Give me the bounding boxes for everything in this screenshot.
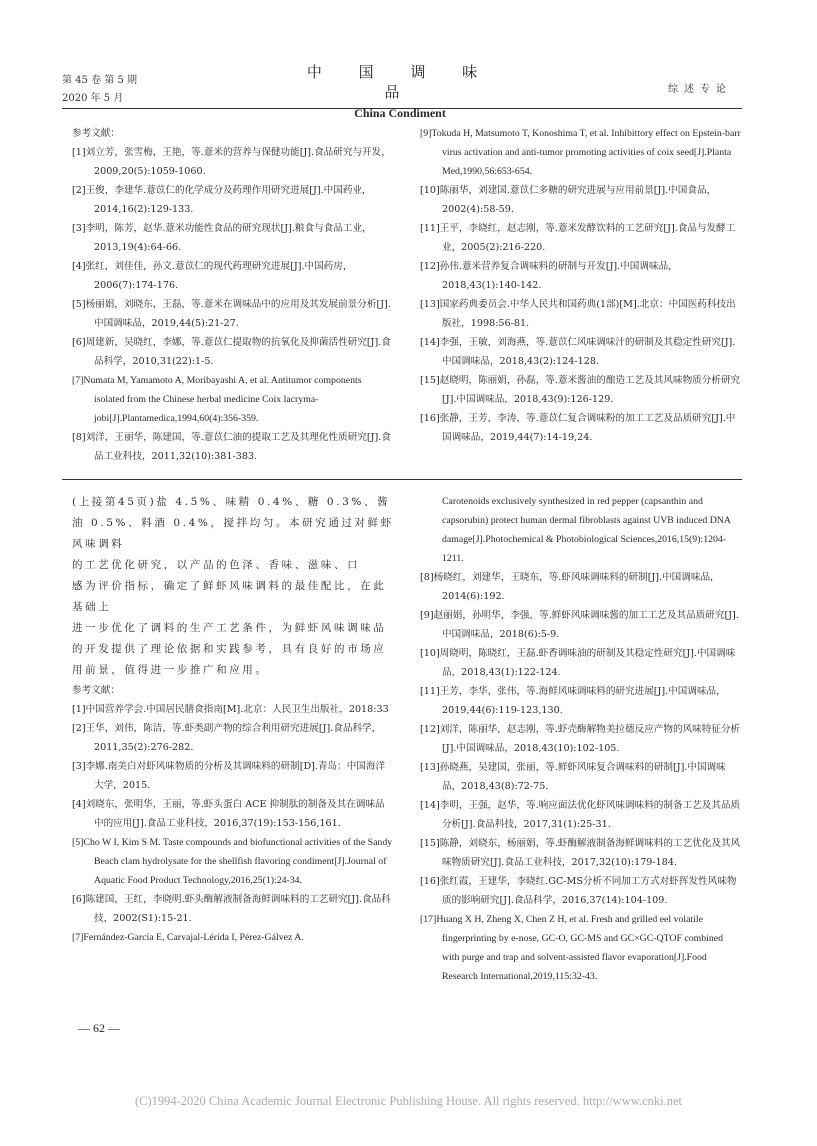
reference-item: [7]Numata M, Yamamoto A, Moribayashi A, et al. Antitumor components isolated from the Chinese herbal medicine Coix lacryma-jobi[J].Plantamedica,1994,60(4):356-359. bbox=[72, 375, 362, 424]
body-line: 的工艺优化研究，以产品的色泽、香味、滋味、口 bbox=[72, 559, 361, 571]
journal-title bbox=[300, 62, 500, 122]
reference-item: [5]杨丽娟，刘晓东，王磊，等.薏米在调味品中的应用及其发展前景分析[J].中国调味品，2019,44(5):21-27. bbox=[72, 299, 391, 329]
body-line: 进一步优化了调料的生产工艺条件，为鲜虾风味调味品 bbox=[72, 622, 387, 634]
article-conclusion bbox=[72, 492, 394, 681]
reference-item: [2]王华，刘伟，陈洁，等.虾类副产物的综合利用研究进展[J].食品科学，2011,35(2):276-282. bbox=[72, 723, 382, 753]
copyright-footer: (C)1994-2020 China Academic Journal Electronic Publishing House. All rights reserved. http://www.cnki.net bbox=[134, 1094, 682, 1108]
body-line: 的开发提供了理论依据和实践参考，具有良好的市场应 bbox=[72, 643, 387, 655]
reference-item: [5]Cho W I, Kim S M. Taste compounds and biofunctional activities of the Sandy Beach clam hydrolysate for the shellfish flavoring condiment[J].Journal of Aquatic Food Product Technology,2016,25(1):24-34. bbox=[72, 837, 393, 886]
reference-item: [3]李娜.南美白对虾风味物质的分析及其调味料的研制[D].青岛：中国海洋大学，2015. bbox=[72, 761, 386, 791]
reference-item: [9]Tokuda H, Matsumoto T, Konoshima T, et al. Inhibittory effect on Epstein-barr virus activation and anti-tumor promoting activities of coix seed[J].Planta Med,1990,56:653-654. bbox=[420, 128, 741, 177]
reference-continuation: Carotenoids exclusively synthesized in red pepper (capsanthin and capsorubin) protect human dermal fibroblasts against UVB induced DNA damage[J].Photochemical & Photobiological Sciences,2016,15(9):1204-1211. bbox=[442, 496, 731, 564]
section-label: 综述专论 bbox=[668, 84, 732, 95]
reference-item: [15]赵晓明，陈丽娟，孙磊，等.薏米酱油的酿造工艺及其风味物质分析研究[J].中国调味品，2018,43(9):126-129. bbox=[420, 375, 741, 405]
reference-item: [11]王平，李晓红，赵志刚，等.薏米发酵饮料的工艺研究[J].食品与发酵工业，2005(2):216-220. bbox=[420, 223, 736, 253]
reference-item: [10]陈丽华，刘建国.薏苡仁多糖的研究进展与应用前景[J].中国食品，2002(4):58-59. bbox=[420, 185, 717, 215]
references-heading: 参考文献： bbox=[72, 128, 120, 139]
reference-item: [12]刘洋，陈丽华，赵志刚，等.虾壳酶解物美拉德反应产物的风味特征分析[J].中国调味品，2018,43(10):102-105. bbox=[420, 724, 741, 754]
reference-item: [8]刘洋，王丽华，陈建国，等.薏苡仁油的提取工艺及其理化性质研究[J].食品工业科技，2011,32(10):381-383. bbox=[72, 432, 391, 462]
reference-item: [16]张红霞，王建华，李晓红.GC-MS分析不同加工方式对虾挥发性风味物质的影响研究[J].食品科学，2016,37(14):104-109. bbox=[420, 876, 737, 906]
reference-item: [13]孙晓燕，吴建国，张丽，等.鲜虾风味复合调味料的研制[J].中国调味品，2018,43(8):72-75. bbox=[420, 762, 726, 792]
reference-item: [11]王芳，李华，张伟，等.海鲜风味调味料的研究进展[J].中国调味品，2019,44(6):119-123,130. bbox=[420, 686, 726, 716]
reference-item: [8]杨晓红，刘建华，王晓东，等.虾风味调味料的研制[J].中国调味品，2014(6):192. bbox=[420, 572, 720, 602]
bottom-right-references bbox=[420, 492, 742, 986]
reference-item: [7]Fernández-García E, Carvajal-Lérida I, Pérez-Gálvez A. bbox=[72, 932, 304, 943]
body-line: 用前景，值得进一步推广和应用。 bbox=[72, 664, 269, 676]
top-left-references bbox=[72, 124, 394, 466]
reference-item: [4]张红，刘佳佳，孙文.薏苡仁的现代药理研究进展[J].中国药房，2006(7):174-176. bbox=[72, 261, 353, 291]
reference-item: [6]周建新，吴晓红，李娜，等.薏苡仁提取物的抗氧化及抑菌活性研究[J].食品科学，2010,31(22):1-5. bbox=[72, 337, 391, 367]
reference-item: [3]李明，陈芳，赵华.薏米功能性食品的研究现状[J].粮食与食品工业，2013,19(4):64-66. bbox=[72, 223, 372, 253]
reference-item: [6]陈建国，王红，李晓明.虾头酶解液制备海鲜调味料的工艺研究[J].食品科技，2002(S1):15-21. bbox=[72, 894, 391, 924]
reference-item: [1]刘立芳，张雪梅，王艳，等.薏米的营养与保健功能[J].食品研究与开发，2009,20(5):1059-1060. bbox=[72, 147, 391, 177]
reference-item: [17]Huang X H, Zheng X, Chen Z H, et al. Fresh and grilled eel volatile fingerprinting by e-nose, GC-O, GC-MS and GC×GC-QTOF combined with purge and trap and solvent-assisted flavor evaporation[J].Food Research International,2019,115:32-43. bbox=[420, 914, 723, 982]
journal-title-en: China Condiment bbox=[354, 106, 446, 120]
top-right-references bbox=[420, 124, 742, 447]
body-line: 感为评价指标，确定了鲜虾风味调料的最佳配比，在此基础上 bbox=[72, 580, 387, 613]
reference-item: [12]孙伟.薏米营养复合调味料的研制与开发[J].中国调味品，2018,43(1):140-142. bbox=[420, 261, 678, 291]
reference-item: [1]中国营养学会.中国居民膳食指南[M].北京：人民卫生出版社，2018:33 bbox=[72, 704, 389, 715]
section-divider bbox=[62, 479, 742, 480]
references-heading: 参考文献： bbox=[72, 685, 120, 696]
date-label: 2020 年 5 月 bbox=[62, 93, 124, 104]
bottom-left-column bbox=[72, 492, 394, 947]
page-number: — 62 — bbox=[78, 1021, 120, 1035]
body-line: (上接第45页)盐 4.5%、味精 0.4%、糖 0.3%、酱油 0.5%、料酒 0.4%，搅拌均匀。本研究通过对鲜虾风味调料 bbox=[72, 496, 394, 550]
reference-item: [14]李强，王敏，刘海燕，等.薏苡仁风味调味汁的研制及其稳定性研究[J].中国调味品，2018,43(2):124-128. bbox=[420, 337, 736, 367]
reference-item: [13]国家药典委员会.中华人民共和国药典(1部)[M].北京：中国医药科技出版社，1998:56-81. bbox=[420, 299, 736, 329]
reference-item: [14]李明，王强，赵华，等.响应面法优化虾风味调味料的制备工艺及其品质分析[J].食品科技，2017,31(1):25-31. bbox=[420, 800, 741, 830]
reference-item: [16]张静，王芳，李涛，等.薏苡仁复合调味粉的加工工艺及品质研究[J].中国调味品，2019,44(7):14-19,24. bbox=[420, 413, 736, 443]
reference-item: [15]陈静，刘晓东，杨丽娟，等.虾酶解液制备海鲜调味料的工艺优化及其风味物质研究[J].食品工业科技，2017,32(10):179-184. bbox=[420, 838, 741, 868]
header-rule bbox=[62, 108, 742, 109]
issue-info bbox=[62, 72, 137, 108]
volume-label: 第 45 卷 第 5 期 bbox=[62, 75, 137, 86]
journal-title-cn: 中 国 调 味 品 bbox=[306, 63, 494, 101]
reference-item: [2]王俊，李建华.薏苡仁的化学成分及药理作用研究进展[J].中国药业，2014,16(2):129-133. bbox=[72, 185, 372, 215]
reference-item: [9]赵丽娟，孙明华，李强，等.鲜虾风味调味酱的加工工艺及其品质研究[J].中国调味品，2018(6):5-9. bbox=[420, 610, 739, 640]
reference-item: [4]刘晓东，张明华，王丽，等.虾头蛋白 ACE 抑制肽的制备及其在调味品中的应用[J].食品工业科技，2016,37(19):153-156,161. bbox=[72, 799, 385, 829]
reference-item: [10]周晓明，陈晓红，王磊.虾香调味油的研制及其稳定性研究[J].中国调味品，2018,43(1):122-124. bbox=[420, 648, 736, 678]
